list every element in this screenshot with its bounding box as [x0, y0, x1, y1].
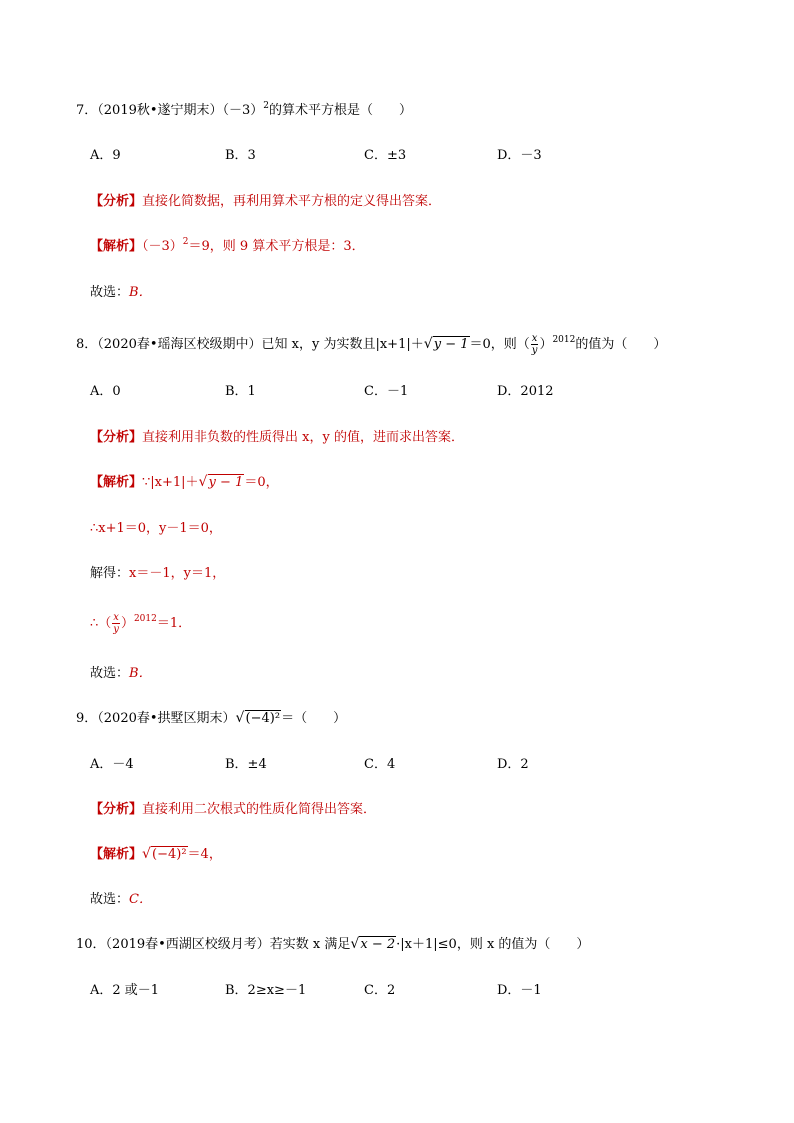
question-10-stem [76, 936, 589, 954]
question-10-option-c[interactable]: C．2 [364, 983, 396, 998]
question-7-prefix: 7．（2019秋•遂宁期末）（－3） [76, 103, 264, 118]
solution-part-a: （－3） [142, 239, 183, 254]
analysis-label: 【分析】 [90, 194, 143, 209]
analysis-text: 直接利用非负数的性质得出 x，y 的值，进而求出答案． [142, 430, 464, 445]
question-8-prefix: 8．（2020春•瑶海区校级期中）已知 x，y 为实数且|x+1|＋ [76, 337, 424, 352]
question-9-prefix: 9．（2020春•拱墅区期末） [76, 711, 236, 726]
question-7-option-b[interactable]: B．3 [225, 148, 256, 163]
question-9-option-b[interactable]: B．±4 [225, 757, 267, 772]
solution-exponent: 2 [182, 237, 189, 247]
analysis-label: 【分析】 [90, 802, 143, 817]
step-2-label: 解得： [90, 566, 130, 581]
solution-part-a: ∵|x+1|＋ [142, 475, 199, 490]
sqrt-expression: √ y − 1 [424, 336, 470, 354]
question-10-suffix: ·|x＋1|≤0，则 x 的值为（ ） [396, 937, 590, 952]
solution-part-b: ＝4， [187, 847, 222, 862]
solution-part-b: ＝0， [244, 475, 279, 490]
analysis-text: 直接利用二次根式的性质化简得出答案． [142, 802, 377, 817]
question-9-option-c[interactable]: C．4 [364, 757, 396, 772]
question-7-analysis [90, 193, 441, 211]
question-8-solution [90, 474, 279, 492]
sqrt-expression: √ (−4)² [236, 710, 282, 728]
question-7-suffix: 的算术平方根是（ ） [269, 103, 413, 118]
answer-value: B． [129, 666, 152, 681]
question-8-suffix: 的值为（ ） [575, 337, 667, 352]
answer-label: 故选： [90, 892, 130, 907]
solution-part-b: ＝9，则 9 算术平方根是：3． [188, 239, 365, 254]
answer-label: 故选： [90, 285, 130, 300]
question-7-solution [90, 238, 365, 256]
step-3-exponent: 2012 [133, 614, 157, 624]
question-9-option-d[interactable]: D．2 [497, 757, 529, 772]
question-10-option-b[interactable]: B．2≥x≥－1 [225, 983, 307, 998]
question-8-option-d[interactable]: D．2012 [497, 384, 554, 399]
question-7-option-c[interactable]: C．±3 [364, 148, 407, 163]
answer-label: 故选： [90, 666, 130, 681]
question-8-mid: ＝0，则（ [469, 337, 530, 352]
solution-label: 【解析】 [90, 239, 143, 254]
question-9-stem [76, 710, 346, 728]
solution-label: 【解析】 [90, 475, 143, 490]
fraction-x-over-y: $\frac{x}{y}$ [113, 612, 119, 635]
question-8-exponent: 2012 [552, 335, 576, 345]
question-7-option-d[interactable]: D．－3 [497, 148, 542, 163]
question-7-exponent: 2 [263, 101, 270, 111]
question-8-stem: 8．（2020春•瑶海区校级期中）已知 x，y 为实数且|x+1|＋√ y − 1＝0，则（ $\frac{x}{y}$ ）$^{2012}$的值为（ ） [76, 333, 666, 356]
question-9-solution [90, 846, 222, 864]
sqrt-expression: √ x − 2 [350, 936, 396, 954]
question-8-analysis [90, 429, 464, 447]
question-9-answer [90, 891, 152, 909]
question-8-answer [90, 665, 152, 683]
question-7-option-a[interactable]: A．9 [90, 148, 121, 163]
question-9-option-a[interactable]: A．－4 [90, 757, 134, 772]
answer-value: C． [129, 892, 152, 907]
step-2-value: x＝－1，y＝1， [129, 566, 226, 581]
question-7-answer [90, 284, 152, 302]
fraction-x-over-y: $\frac{x}{y}$ [531, 333, 538, 356]
question-10-prefix: 10．（2019春•西湖区校级月考）若实数 x 满足 [76, 937, 351, 952]
question-9-analysis [90, 801, 376, 819]
question-8-step-1: ∴x+1＝0，y－1＝0， [90, 521, 222, 536]
answer-value: B． [129, 285, 152, 300]
question-8-step-3: ∴（ $\frac{x}{y}$ ）$^{2012}$＝1． [90, 612, 192, 635]
question-7-stem [76, 102, 412, 120]
question-8-option-a[interactable]: A．0 [90, 384, 121, 399]
question-10-option-a[interactable]: A．2 或－1 [90, 983, 160, 998]
question-8-option-b[interactable]: B．1 [225, 384, 256, 399]
question-10-option-d[interactable]: D．－1 [497, 983, 542, 998]
analysis-label: 【分析】 [90, 430, 143, 445]
question-9-suffix: ＝（ ） [281, 711, 347, 726]
question-8-step-2 [90, 565, 225, 583]
sqrt-expression: √ (−4)² [142, 846, 188, 864]
analysis-text: 直接化简数据，再利用算术平方根的定义得出答案． [142, 194, 442, 209]
solution-label: 【解析】 [90, 847, 143, 862]
sqrt-expression: √ y − 1 [199, 474, 245, 492]
question-8-option-c[interactable]: C．－1 [364, 384, 409, 399]
